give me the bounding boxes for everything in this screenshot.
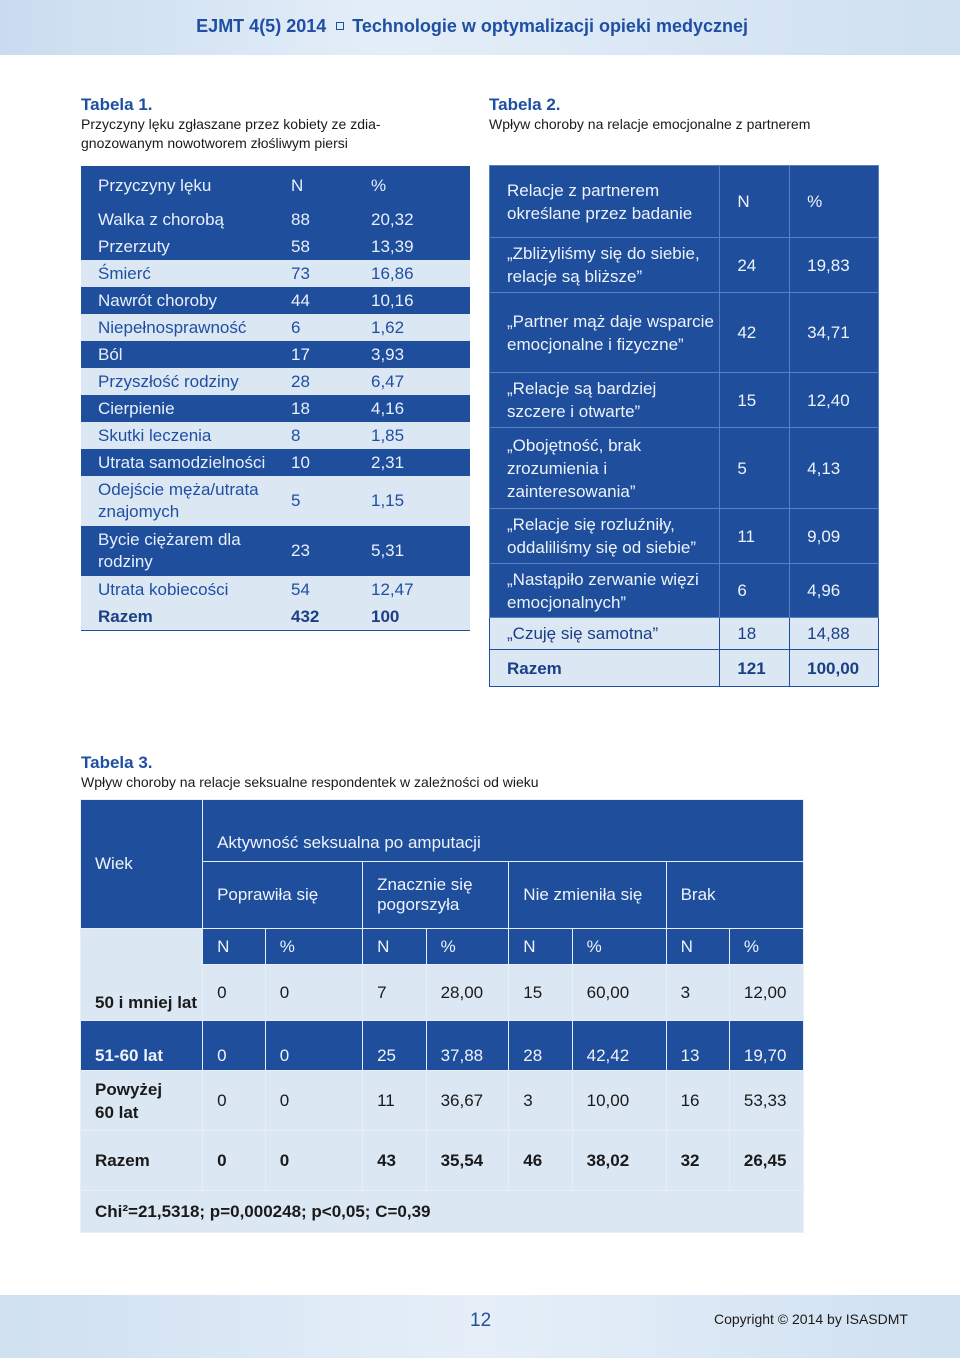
- category-header: Brak: [666, 862, 803, 929]
- header-cell: N: [291, 166, 371, 206]
- table1-caption-line2: gnozowanym nowotworem złośliwym piersi: [81, 135, 348, 151]
- table2-caption-text: Wpływ choroby na relacje emocjonalne z partnerem: [489, 116, 811, 132]
- subheader-cell: %: [572, 929, 666, 965]
- table-row: [490, 373, 879, 428]
- cell: 17: [291, 341, 371, 368]
- table-total-row: [81, 603, 470, 631]
- subheader-cell: N: [363, 929, 426, 965]
- table2-caption: [489, 94, 810, 134]
- table-total-row: [81, 1131, 804, 1191]
- age-header: Wiek: [81, 800, 203, 929]
- cell: 19,83: [790, 238, 879, 293]
- category-header: Poprawiła się: [203, 862, 363, 929]
- cell: 10,00: [572, 1071, 666, 1131]
- table3-label: Tabela 3.: [81, 753, 153, 772]
- table-row: [81, 449, 470, 476]
- cell: 100: [371, 603, 470, 631]
- table-row: [490, 293, 879, 373]
- cell: Przerzuty: [81, 233, 291, 260]
- table-row: [81, 206, 470, 233]
- cell: 58: [291, 233, 371, 260]
- table-row: [81, 576, 470, 603]
- chi-square-stats: Chi²=21,5318; p=0,000248; p<0,05; C=0,39: [81, 1191, 804, 1233]
- cell: 42: [720, 293, 790, 373]
- subheader-cell: %: [729, 929, 803, 965]
- cell: 0: [203, 1131, 266, 1191]
- table3-caption-text: Wpływ choroby na relacje seksualne respondentek w zależności od wieku: [81, 774, 539, 790]
- row-label: Razem: [81, 1131, 203, 1191]
- cell: 38,02: [572, 1131, 666, 1191]
- header-cell: %: [790, 166, 879, 238]
- cell: 6: [291, 314, 371, 341]
- table-row: [490, 564, 879, 618]
- cell: 44: [291, 287, 371, 314]
- cell: 3: [666, 965, 729, 1021]
- table-row: [81, 422, 470, 449]
- cell: Utrata kobiecości: [81, 576, 291, 603]
- cell: „Czuję się samotna”: [490, 618, 720, 650]
- cell: 0: [265, 1021, 362, 1071]
- cell: 11: [363, 1071, 426, 1131]
- cell: 2,31: [371, 449, 470, 476]
- table-row: [81, 287, 470, 314]
- cell: Utrata samodzielności: [81, 449, 291, 476]
- cell: 1,85: [371, 422, 470, 449]
- cell: 23: [291, 526, 371, 576]
- page-number: 12: [470, 1310, 492, 1331]
- cell: 6,47: [371, 368, 470, 395]
- cell: 42,42: [572, 1021, 666, 1071]
- table-row: [81, 1021, 804, 1071]
- cell: Odejście męża/utrata znajomych: [81, 476, 291, 526]
- table-row: [81, 260, 470, 287]
- cell: 12,47: [371, 576, 470, 603]
- cell: 3,93: [371, 341, 470, 368]
- cell: 12,40: [790, 373, 879, 428]
- cell: 16: [666, 1071, 729, 1131]
- header-cell: Przyczyny lęku: [81, 166, 291, 206]
- cell: 18: [291, 395, 371, 422]
- cell: 46: [509, 1131, 572, 1191]
- subheader-cell: N: [203, 929, 266, 965]
- header-cell: N: [720, 166, 790, 238]
- group-header: Aktywność seksualna po amputacji: [203, 800, 804, 862]
- table1-caption-line1: Przyczyny lęku zgłaszane przez kobiety ze zdia-: [81, 116, 381, 132]
- table1-label: Tabela 1.: [81, 95, 153, 114]
- table-total-row: [490, 650, 879, 687]
- cell: 0: [203, 965, 266, 1021]
- cell: 43: [363, 1131, 426, 1191]
- cell: 28: [509, 1021, 572, 1071]
- cell: 36,67: [426, 1071, 509, 1131]
- row-label: Powyżej 60 lat: [81, 1071, 203, 1131]
- cell: 28: [291, 368, 371, 395]
- table-header-row: [81, 166, 470, 206]
- cell: 18: [720, 618, 790, 650]
- table2: [489, 165, 879, 687]
- subheader-cell: %: [426, 929, 509, 965]
- cell: 19,70: [729, 1021, 803, 1071]
- cell: 14,88: [790, 618, 879, 650]
- cell: Razem: [81, 603, 291, 631]
- cell: 7: [363, 965, 426, 1021]
- row-label: 50 i mniej lat: [81, 929, 203, 1021]
- cell: 54: [291, 576, 371, 603]
- cell: Przyszłość rodziny: [81, 368, 291, 395]
- table3: [80, 799, 804, 1233]
- cell: 11: [720, 509, 790, 564]
- cell: 15: [720, 373, 790, 428]
- cell: „Partner mąż daje wsparcie emocjonalne i fizyczne”: [490, 293, 720, 373]
- cell: 9,09: [790, 509, 879, 564]
- table-row: [490, 428, 879, 509]
- category-header: Nie zmieniła się: [509, 862, 666, 929]
- table-row: [81, 314, 470, 341]
- cell: 0: [265, 1071, 362, 1131]
- row-label: 51-60 lat: [81, 1021, 203, 1071]
- subheader-row: [81, 929, 804, 965]
- table1-caption: [81, 94, 381, 153]
- cell: 3: [509, 1071, 572, 1131]
- table-row: [81, 1071, 804, 1131]
- stats-row: [81, 1191, 804, 1233]
- cell: 5: [720, 428, 790, 509]
- cell: „Zbliżyliśmy się do siebie, relacje są bliższe”: [490, 238, 720, 293]
- cell: Niepełnosprawność: [81, 314, 291, 341]
- table-row: [81, 233, 470, 260]
- table-header-row: [81, 800, 804, 862]
- table2-label: Tabela 2.: [489, 95, 561, 114]
- cell: 53,33: [729, 1071, 803, 1131]
- cell: Ból: [81, 341, 291, 368]
- section-topic: Technologie w optymalizacji opieki medycznej: [352, 16, 748, 36]
- running-header: [196, 16, 748, 37]
- cell: 4,96: [790, 564, 879, 618]
- table-header-row: [490, 166, 879, 238]
- header-cell: %: [371, 166, 470, 206]
- cell: 5,31: [371, 526, 470, 576]
- cell: 25: [363, 1021, 426, 1071]
- cell: 24: [720, 238, 790, 293]
- cell: 37,88: [426, 1021, 509, 1071]
- cell: 1,15: [371, 476, 470, 526]
- cell: Śmierć: [81, 260, 291, 287]
- table-row: [81, 526, 470, 576]
- cell: 0: [203, 1021, 266, 1071]
- cell: 100,00: [790, 650, 879, 687]
- cell: 12,00: [729, 965, 803, 1021]
- cell: 16,86: [371, 260, 470, 287]
- cell: 0: [203, 1071, 266, 1131]
- separator-square-icon: [336, 22, 344, 30]
- cell: Nawrót choroby: [81, 287, 291, 314]
- cell: 432: [291, 603, 371, 631]
- table-row: [490, 238, 879, 293]
- cell: 35,54: [426, 1131, 509, 1191]
- journal-title: EJMT 4(5) 2014: [196, 16, 327, 36]
- cell: 121: [720, 650, 790, 687]
- table3-caption: [81, 752, 539, 792]
- cell: 26,45: [729, 1131, 803, 1191]
- cell: 15: [509, 965, 572, 1021]
- table-row: [490, 509, 879, 564]
- cell: 73: [291, 260, 371, 287]
- cell: 13,39: [371, 233, 470, 260]
- category-header: Znacznie się pogorszyła: [363, 862, 509, 929]
- cell: 8: [291, 422, 371, 449]
- table-row: [81, 395, 470, 422]
- subheader-cell: N: [509, 929, 572, 965]
- cell: 4,13: [790, 428, 879, 509]
- cell: 6: [720, 564, 790, 618]
- cell: Cierpienie: [81, 395, 291, 422]
- cell: 10,16: [371, 287, 470, 314]
- cell: „Relacje są bardziej szczere i otwarte”: [490, 373, 720, 428]
- cell: Bycie ciężarem dla rodziny: [81, 526, 291, 576]
- table-row: [81, 341, 470, 368]
- cell: „Obojętność, brak zrozumienia i zainteresowania”: [490, 428, 720, 509]
- cell: „Relacje się rozluźniły, oddaliliśmy się od siebie”: [490, 509, 720, 564]
- cell: 60,00: [572, 965, 666, 1021]
- subheader-cell: %: [265, 929, 362, 965]
- cell: 32: [666, 1131, 729, 1191]
- table1: [81, 166, 470, 631]
- cell: 13: [666, 1021, 729, 1071]
- copyright-notice: Copyright © 2014 by ISASDMT: [714, 1311, 908, 1327]
- table-row: [81, 476, 470, 526]
- cell: 28,00: [426, 965, 509, 1021]
- cell: 4,16: [371, 395, 470, 422]
- cell: 0: [265, 965, 362, 1021]
- cell: „Nastąpiło zerwanie więzi emocjonalnych”: [490, 564, 720, 618]
- table-row: [81, 368, 470, 395]
- table-row: [490, 618, 879, 650]
- cell: 0: [265, 1131, 362, 1191]
- cell: 34,71: [790, 293, 879, 373]
- header-cell: Relacje z partnerem określane przez badanie: [490, 166, 720, 238]
- cell: 20,32: [371, 206, 470, 233]
- cell: 5: [291, 476, 371, 526]
- cell: Walka z chorobą: [81, 206, 291, 233]
- cell: 1,62: [371, 314, 470, 341]
- subheader-cell: N: [666, 929, 729, 965]
- cell: Razem: [490, 650, 720, 687]
- cell: 10: [291, 449, 371, 476]
- cell: Skutki leczenia: [81, 422, 291, 449]
- cell: 88: [291, 206, 371, 233]
